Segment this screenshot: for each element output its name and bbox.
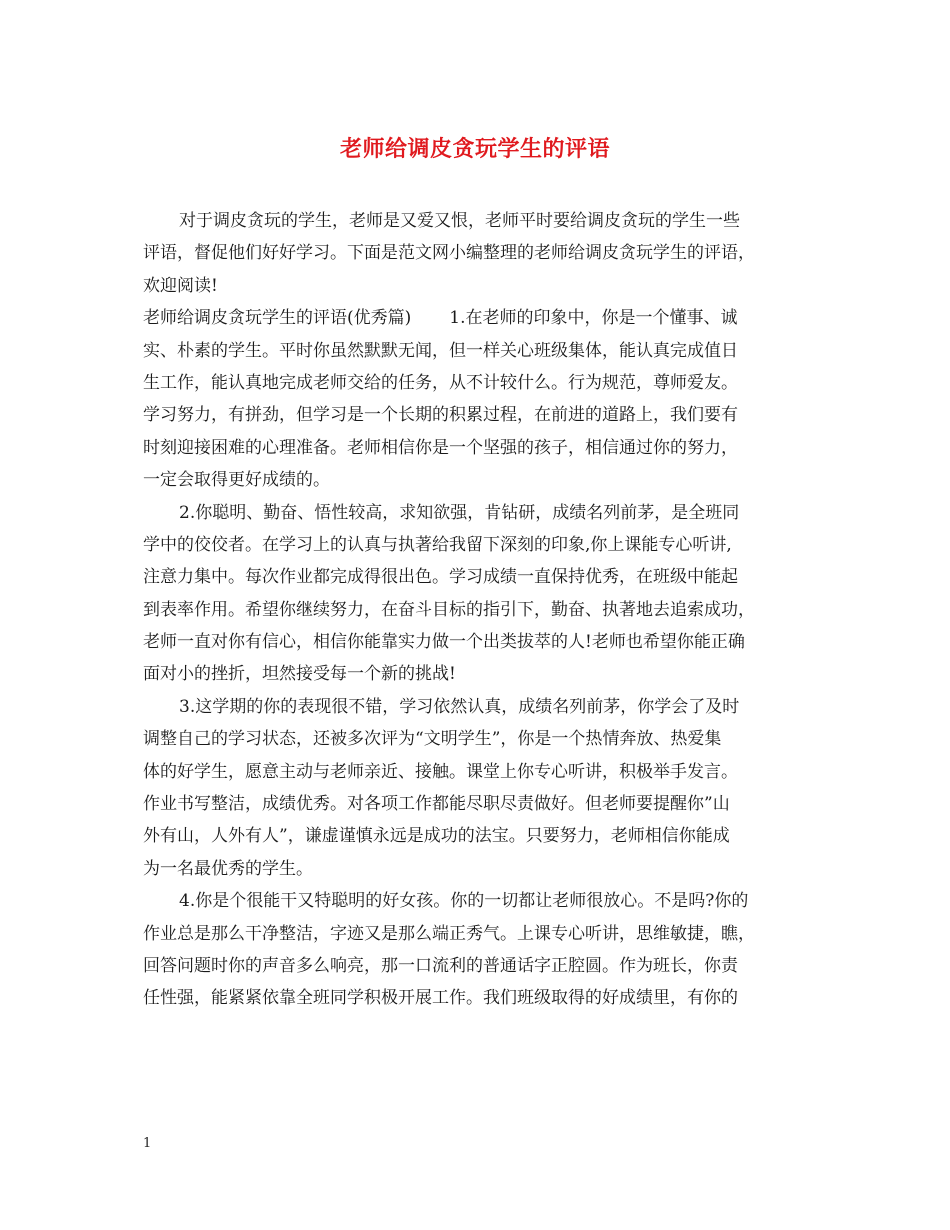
section-heading: 老师给调皮贪玩学生的评语(优秀篇) [143, 308, 412, 329]
comment-1-line: 实、朴素的学生。平时你虽然默默无闻，但一样关心班级集体，能认真完成值日 [143, 340, 738, 361]
intro-line: 欢迎阅读! [143, 275, 218, 296]
comment-3-line: 调整自己的学习状态，还被多次评为“文明学生”，你是一个热情奔放、热爱集 [143, 729, 722, 750]
comment-1-line: 学习努力，有拼劲，但学习是一个长期的积累过程，在前进的道路上，我们要有 [143, 405, 738, 426]
comment-2-line: 面对小的挫折，坦然接受每一个新的挑战! [143, 664, 456, 685]
comment-2-line: 老师一直对你有信心，相信你能靠实力做一个出类拔萃的人!老师也希望你能正确 [143, 632, 745, 653]
comment-3-line: 体的好学生，愿意主动与老师亲近、接触。课堂上你专心听讲，积极举手发言。 [143, 761, 738, 782]
intro-line: 对于调皮贪玩的学生，老师是又爱又恨，老师平时要给调皮贪玩的学生一些 [179, 211, 740, 231]
comment-4-line: 作业总是那么干净整洁，字迹又是那么端正秀气。上课专心听讲，思维敏捷，瞧， [143, 923, 755, 944]
comment-3-line: 作业书写整洁，成绩优秀。对各项工作都能尽职尽责做好。但老师要提醒你”山 [143, 794, 730, 815]
document-title: 老师给调皮贪玩学生的评语 [339, 136, 610, 162]
intro-line: 评语，督促他们好好学习。下面是范文网小编整理的老师给调皮贪玩学生的评语， [143, 243, 755, 264]
comment-3-line: 3.这学期的你的表现很不错，学习依然认真，成绩名列前茅，你学会了及时 [179, 696, 740, 717]
comment-2-line: 2.你聪明、勤奋、悟性较高，求知欲强，肯钻研，成绩名列前茅，是全班同 [179, 502, 740, 523]
comment-4-line: 回答问题时你的声音多么响亮，那一口流利的普通话字正腔圆。作为班长，你责 [143, 955, 738, 976]
page-number: 1 [143, 1136, 152, 1151]
comment-1-line: 生工作，能认真地完成老师交给的任务，从不计较什么。行为规范，尊师爱友。 [143, 372, 738, 393]
section-heading-line [143, 302, 823, 334]
comment-4-line: 任性强，能紧紧依靠全班同学积极开展工作。我们班级取得的好成绩里，有你的 [143, 988, 738, 1009]
comment-3-line: 外有山，人外有人”，谦虚谨慎永远是成功的法宝。只要努力，老师相信你能成 [143, 826, 730, 847]
comment-1-line: 时刻迎接困难的心理准备。老师相信你是一个坚强的孩子，相信通过你的努力， [143, 437, 738, 458]
comment-2-line: 到表率作用。希望你继续努力，在奋斗目标的指引下，勤奋、执著地去追索成功， [143, 599, 755, 620]
document-body [143, 205, 823, 1015]
comment-4-line: 4.你是个很能干又特聪明的好女孩。你的一切都让老师很放心。不是吗?你的 [179, 891, 749, 912]
comment-2-line: 学中的佼佼者。在学习上的认真与执著给我留下深刻的印象,你上课能专心听讲, [143, 534, 732, 555]
comment-2-line: 注意力集中。每次作业都完成得很出色。学习成绩一直保持优秀，在班级中能起 [143, 567, 738, 588]
comment-1-first-line: 1.在老师的印象中，你是一个懂事、诚 [449, 308, 738, 329]
comment-3-line: 为一名最优秀的学生。 [143, 858, 313, 879]
comment-1-line: 一定会取得更好成绩的。 [143, 470, 330, 491]
